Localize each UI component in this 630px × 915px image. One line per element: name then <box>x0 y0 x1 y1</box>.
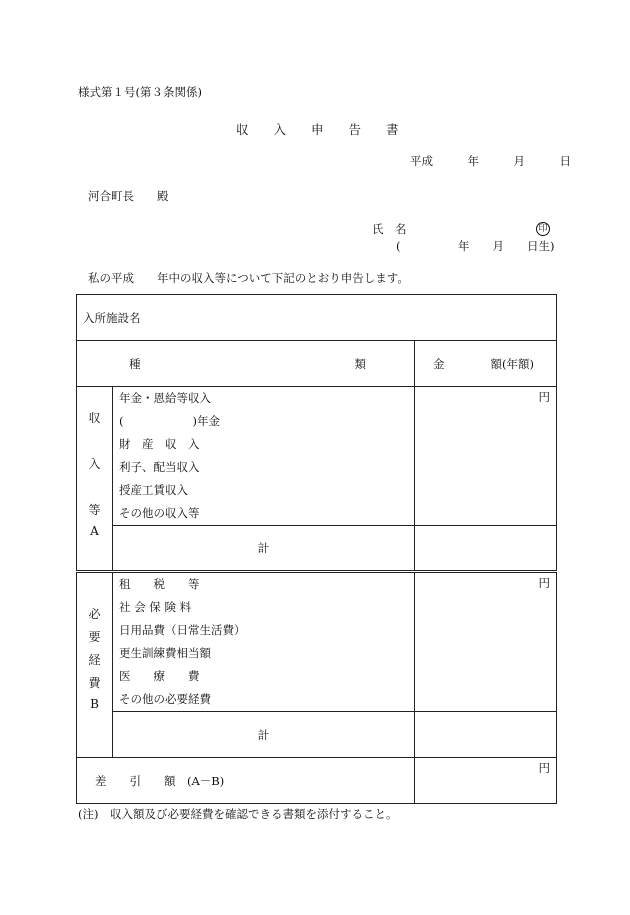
date-line: 平成 年 月 日 <box>410 154 571 168</box>
expense-subtotal-label: 計 <box>257 727 270 742</box>
facility-label: 入所施設名 <box>83 310 141 325</box>
income-item: 利子、配当収入 <box>119 460 200 474</box>
document-title: 収 入 申 告 書 <box>236 122 399 137</box>
expense-item: 更生訓練費相当額 <box>119 646 211 660</box>
amount-header <box>415 341 557 387</box>
income-subtotal-label: 計 <box>257 541 270 555</box>
expense-char: B <box>90 697 99 711</box>
form-number: 様式第１号(第３条関係) <box>78 85 202 99</box>
difference-amount-cell[interactable] <box>415 758 557 804</box>
footnote: (注) 収入額及び必要経費を確認できる書類を添付すること。 <box>78 807 398 821</box>
expense-item: 医 療 費 <box>119 669 200 683</box>
income-item: 年金・恩給等収入 <box>119 391 211 405</box>
header-row <box>77 341 557 387</box>
income-char: 入 <box>88 457 101 471</box>
seal-mark <box>536 220 550 236</box>
difference-label-cell <box>77 758 415 804</box>
expense-item: 社 会 保 険 料 <box>119 600 192 614</box>
expense-items-cell <box>113 572 415 712</box>
expense-subtotal-amount-cell[interactable] <box>415 712 557 758</box>
income-item: ( )年金 <box>119 414 220 428</box>
income-char: 等 <box>88 503 101 517</box>
income-char: A <box>90 524 99 538</box>
income-item: 授産工賃収入 <box>119 483 188 497</box>
expense-subtotal-label-cell <box>113 712 415 758</box>
income-subtotal-amount-cell[interactable] <box>415 526 557 572</box>
income-yen-label: 円 <box>538 390 550 404</box>
declaration-table <box>76 294 557 804</box>
seal-icon: 印 <box>536 222 550 236</box>
expense-char: 費 <box>88 676 101 690</box>
amount-header-label: 金 額(年額) <box>433 356 534 371</box>
type-header <box>77 341 415 387</box>
statement: 私の平成 年中の収入等について下記のとおり申告します。 <box>88 271 409 285</box>
income-char: 収 <box>88 411 101 425</box>
expense-category-cell <box>77 572 113 758</box>
income-subtotal-label-cell <box>113 526 415 572</box>
expense-char: 要 <box>88 630 101 644</box>
expense-char: 経 <box>88 653 101 667</box>
type-header-left: 種 <box>129 356 141 371</box>
difference-row <box>77 758 557 804</box>
expense-char: 必 <box>88 607 101 621</box>
expense-amount-cell[interactable] <box>415 572 557 712</box>
income-item: 財 産 収 入 <box>119 437 200 451</box>
expense-subtotal-row <box>77 712 557 758</box>
expense-item: 租 税 等 <box>119 577 200 591</box>
expense-item: 日用品費（日常生活費） <box>119 623 246 637</box>
income-subtotal-row <box>77 526 557 572</box>
income-category-cell <box>77 387 113 572</box>
income-amount-cell[interactable] <box>415 387 557 526</box>
addressee: 河合町長 殿 <box>88 189 169 203</box>
difference-label: 差 引 額 (A－B) <box>95 773 225 788</box>
income-row <box>77 387 557 526</box>
expense-yen-label: 円 <box>538 576 550 590</box>
income-items-cell <box>113 387 415 526</box>
difference-yen-label: 円 <box>538 761 550 775</box>
birth-date-line: ( 年 月 日生) <box>396 239 555 253</box>
facility-row <box>77 295 557 341</box>
expense-item: その他の必要経費 <box>119 692 211 706</box>
type-header-right: 類 <box>354 356 366 371</box>
expense-row <box>77 572 557 712</box>
facility-cell[interactable] <box>77 295 557 341</box>
income-item: その他の収入等 <box>119 506 200 520</box>
name-label: 氏 名 <box>372 222 407 236</box>
